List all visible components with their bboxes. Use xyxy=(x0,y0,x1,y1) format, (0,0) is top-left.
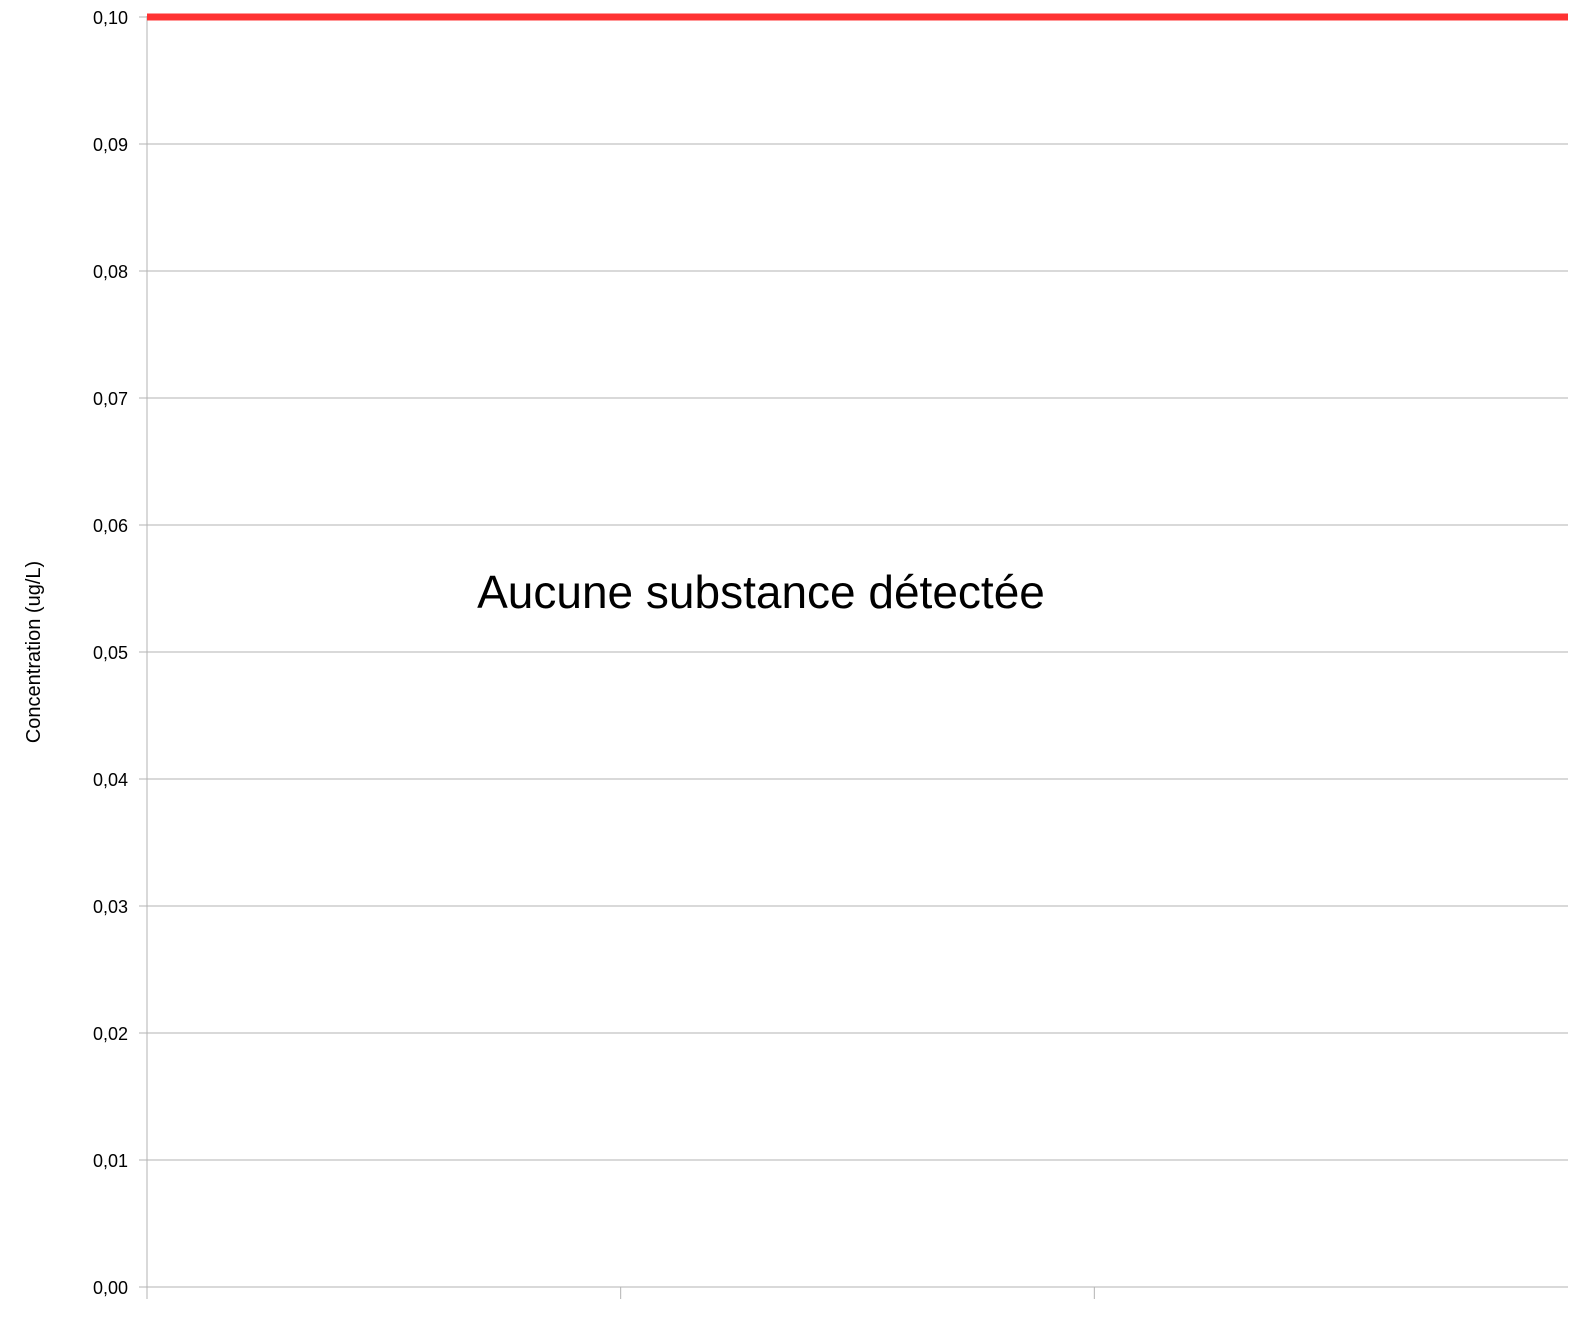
y-tick-label: 0,04 xyxy=(92,770,128,790)
y-tick-label: 0,03 xyxy=(92,897,128,917)
axis-layer xyxy=(93,8,1568,1299)
y-tick-label: 0,02 xyxy=(92,1024,128,1044)
y-tick-label: 0,01 xyxy=(92,1151,128,1171)
y-axis-label: Concentration (ug/L) xyxy=(23,560,45,744)
y-tick-label: 0,06 xyxy=(92,516,128,536)
y-tick-label: 0,09 xyxy=(92,135,128,155)
chart-annotation: Aucune substance détectée xyxy=(477,566,1045,618)
y-tick-label: 0,00 xyxy=(92,1278,128,1298)
y-tick-label: 0,07 xyxy=(92,389,128,409)
y-tick-label: 0,10 xyxy=(92,8,128,28)
y-tick-label: 0,08 xyxy=(92,262,128,282)
y-tick-label: 0,05 xyxy=(92,643,128,663)
